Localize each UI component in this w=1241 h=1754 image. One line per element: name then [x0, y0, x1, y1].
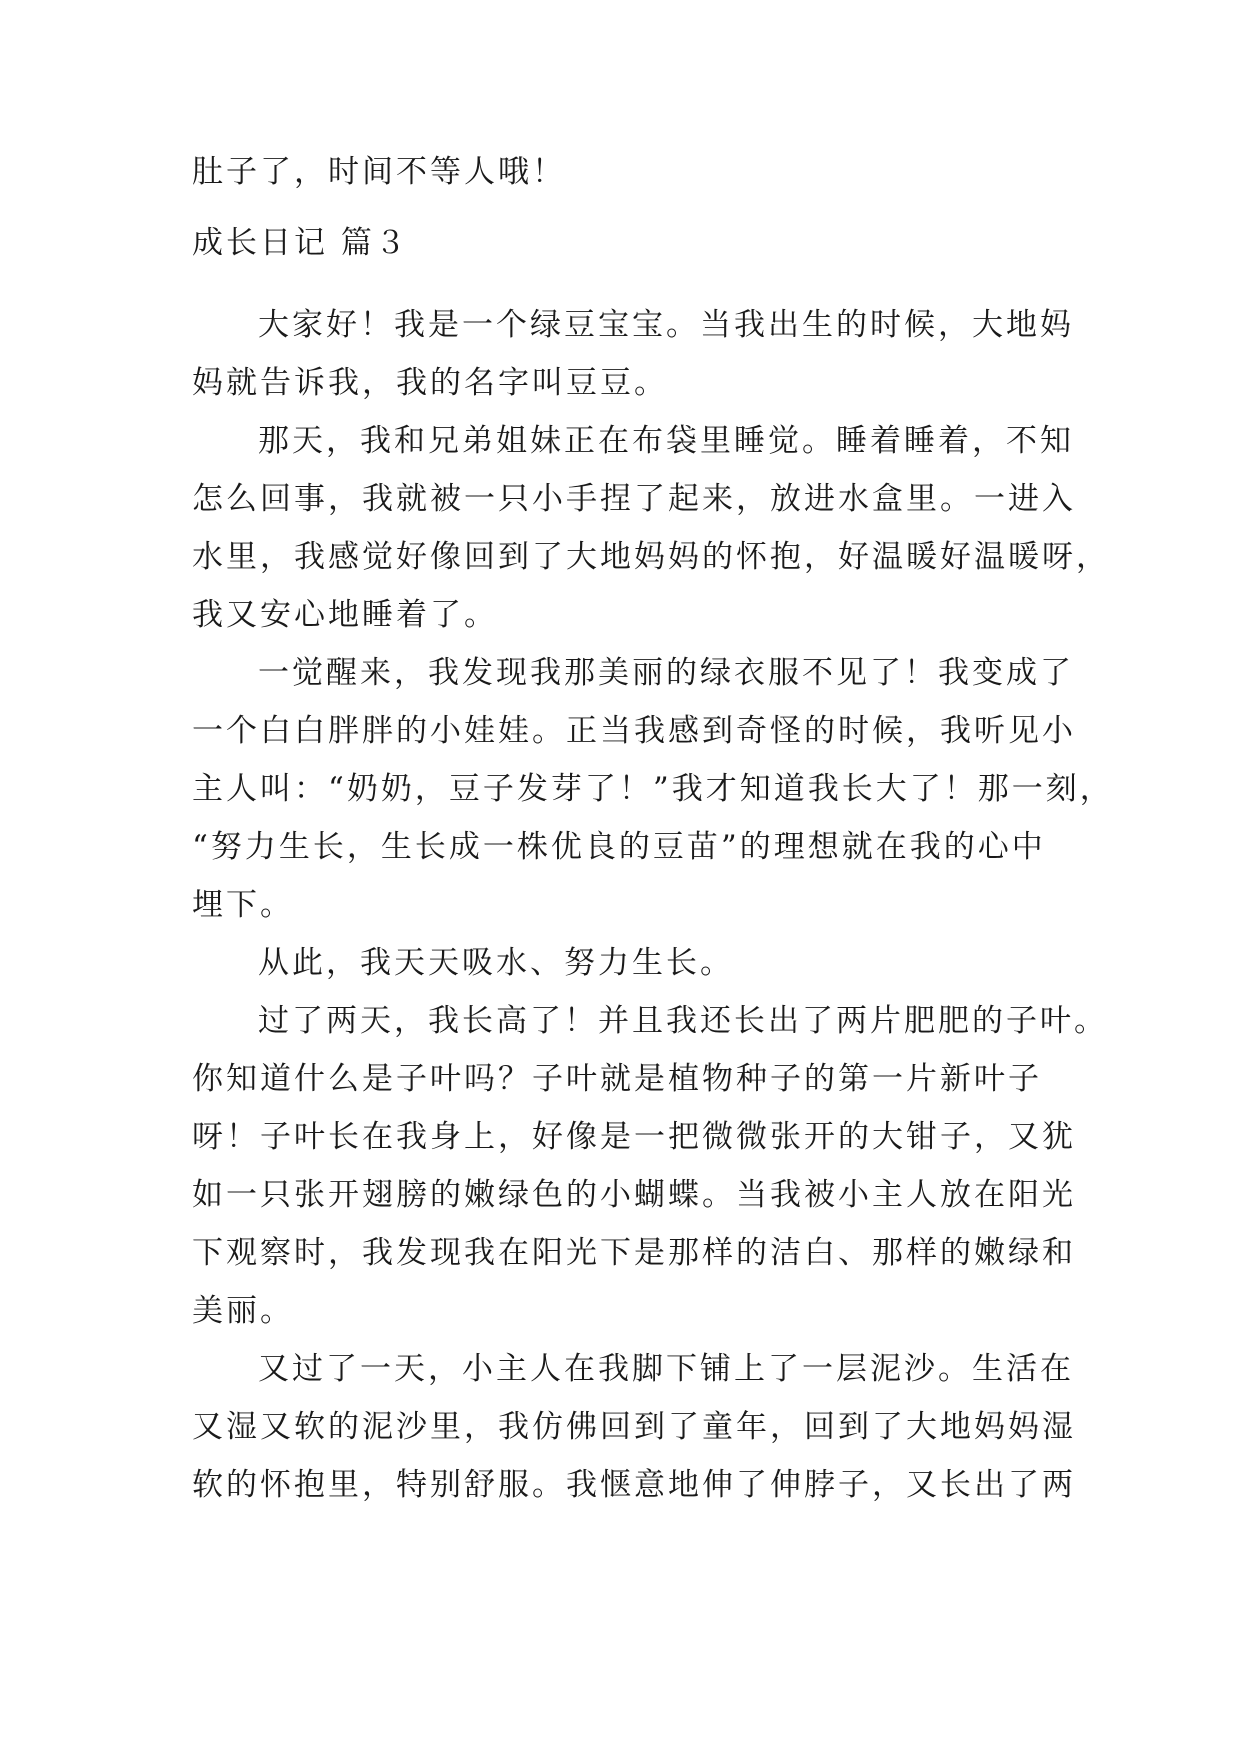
- continuation-text: [192, 143, 1052, 201]
- text-line: 美丽。: [192, 1293, 294, 1329]
- text-line: 软的怀抱里，特别舒服。我惬意地伸了伸脖子，又长出了两: [192, 1467, 1076, 1503]
- paragraph-3: [192, 644, 1114, 934]
- paragraph-1: [192, 296, 1074, 412]
- text-line: 一觉醒来，我发现我那美丽的绿衣服不见了！我变成了: [258, 655, 1074, 691]
- text-line: 妈就告诉我，我的名字叫豆豆。: [192, 365, 668, 401]
- text-line: 水里，我感觉好像回到了大地妈妈的怀抱，好温暖好温暖呀，: [192, 539, 1110, 575]
- text-line: 如一只张开翅膀的嫩绿色的小蝴蝶。当我被小主人放在阳光: [192, 1177, 1076, 1213]
- text-line: 又湿又软的泥沙里，我仿佛回到了童年，回到了大地妈妈湿: [192, 1409, 1076, 1445]
- text-line: 大家好！我是一个绿豆宝宝。当我出生的时候，大地妈: [258, 307, 1074, 343]
- text-line: 埋下。: [192, 887, 294, 923]
- paragraph-4: [192, 934, 1052, 992]
- text-line: 我又安心地睡着了。: [192, 597, 498, 633]
- text-line: 呀！子叶长在我身上，好像是一把微微张开的大钳子，又犹: [192, 1119, 1076, 1155]
- text-line: 肚子了，时间不等人哦！: [192, 154, 566, 190]
- text-line: 主人叫：“奶奶，豆子发芽了！”我才知道我长大了！那一刻，: [192, 771, 1114, 807]
- text-line: 从此，我天天吸水、努力生长。: [258, 945, 734, 981]
- text-line: 过了两天，我长高了！并且我还长出了两片肥肥的子叶。: [258, 1003, 1108, 1039]
- text-line: 下观察时，我发现我在阳光下是那样的洁白、那样的嫩绿和: [192, 1235, 1076, 1271]
- paragraph-5: [192, 992, 1108, 1340]
- text-line: 你知道什么是子叶吗？子叶就是植物种子的第一片新叶子: [192, 1061, 1042, 1097]
- text-line: 又过了一天，小主人在我脚下铺上了一层泥沙。生活在: [258, 1351, 1074, 1387]
- paragraph-2: [192, 412, 1110, 644]
- text-line: “努力生长，生长成一株优良的豆苗”的理想就在我的心中: [192, 829, 1046, 865]
- section-heading: 成长日记 篇３: [192, 225, 409, 261]
- text-line: 怎么回事，我就被一只小手捏了起来，放进水盒里。一进入: [192, 481, 1076, 517]
- text-line: 那天，我和兄弟姐妹正在布袋里睡觉。睡着睡着，不知: [258, 423, 1074, 459]
- paragraph-6: [192, 1340, 1076, 1514]
- text-line: 一个白白胖胖的小娃娃。正当我感到奇怪的时候，我听见小: [192, 713, 1076, 749]
